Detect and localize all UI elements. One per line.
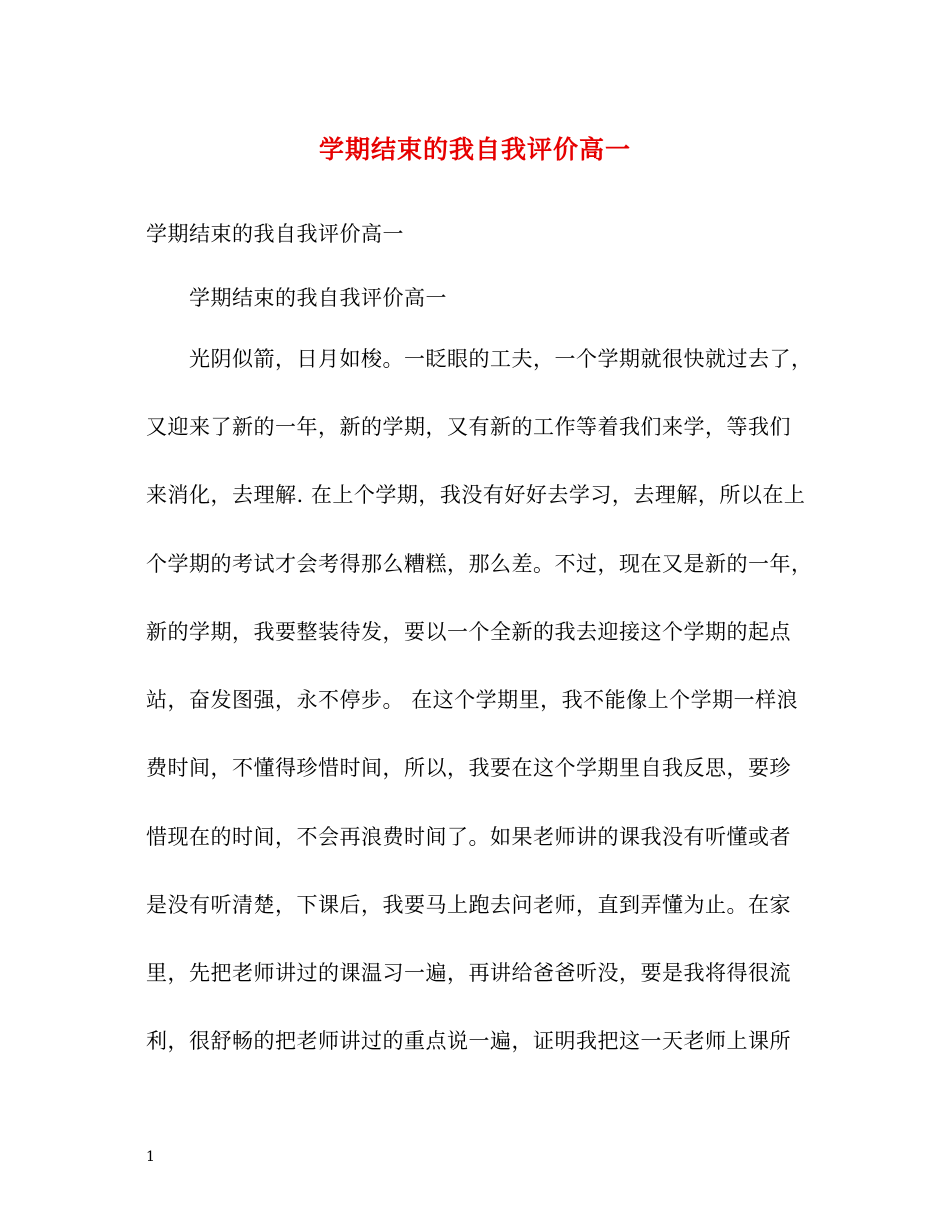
body-line-10: 里，先把老师讲过的课温习一遍，再讲给爸爸听没，要是我将得很流	[146, 961, 791, 985]
body-line-8: 惜现在的时间，不会再浪费时间了。如果老师讲的课我没有听懂或者	[146, 825, 791, 849]
body-line-9: 是没有听清楚，下课后，我要马上跑去问老师，直到弄懂为止。在家	[146, 893, 791, 917]
body-line-5: 新的学期，我要整装待发，要以一个全新的我去迎接这个学期的起点	[146, 620, 791, 644]
body-line-2: 又迎来了新的一年，新的学期，又有新的工作等着我们来学，等我们	[146, 415, 791, 439]
document-subtitle: 学期结束的我自我评价高一	[146, 222, 404, 246]
body-line-6: 站，奋发图强，永不停步。 在这个学期里，我不能像上个学期一样浪	[146, 688, 799, 712]
section-heading: 学期结束的我自我评价高一	[189, 286, 447, 310]
page-number: 1	[146, 1149, 155, 1165]
body-line-1: 光阴似箭，日月如梭。一眨眼的工夫，一个学期就很快就过去了，	[189, 347, 813, 371]
body-line-11: 利，很舒畅的把老师讲过的重点说一遍，证明我把这一天老师上课所	[146, 1029, 791, 1053]
document-title: 学期结束的我自我评价高一	[318, 135, 631, 164]
body-line-7: 费时间，不懂得珍惜时间，所以，我要在这个学期里自我反思，要珍	[146, 756, 791, 780]
body-line-4: 个学期的考试才会考得那么糟糕，那么差。不过，现在又是新的一年，	[146, 552, 813, 576]
body-line-3: 来消化，去理解. 在上个学期，我没有好好去学习，去理解，所以在上	[146, 483, 806, 507]
